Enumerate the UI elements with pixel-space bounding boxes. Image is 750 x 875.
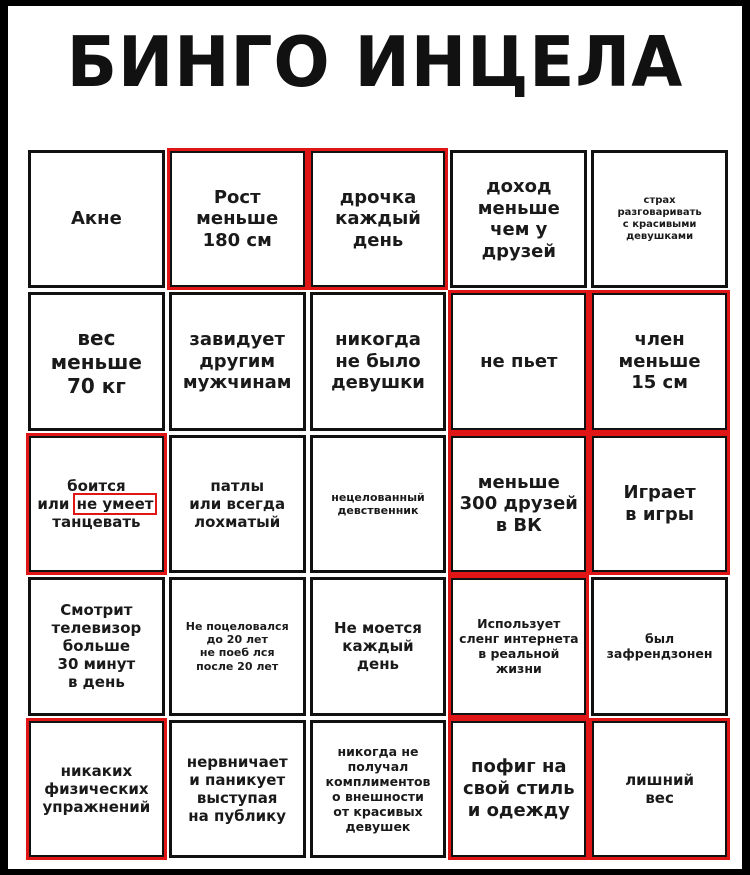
bingo-cell: [310, 292, 447, 430]
bingo-cell-label: дрочка каждый день: [335, 186, 421, 251]
bingo-cell: [450, 435, 587, 573]
bingo-cell: [169, 435, 306, 573]
bingo-cell: [591, 720, 728, 858]
bingo-cell: [169, 577, 306, 715]
bingo-cell: [591, 577, 728, 715]
bingo-cell: [591, 435, 728, 573]
bingo-cell: [591, 150, 728, 288]
bingo-cell: [28, 435, 165, 573]
bingo-cell-label: доход меньше чем у друзей: [477, 176, 560, 262]
bingo-cell: [310, 435, 447, 573]
bingo-cell-text: танцевать: [52, 512, 141, 531]
bingo-cell-text: боится или: [37, 476, 126, 513]
bingo-card: [8, 6, 742, 869]
bingo-cell: [450, 150, 587, 288]
bingo-cell-label: никогда не было девушки: [331, 329, 425, 394]
bingo-cell-label: меньше 300 друзей в ВК: [459, 471, 578, 536]
bingo-cell: [450, 577, 587, 715]
bingo-cell: [28, 577, 165, 715]
bingo-cell-label: патлы или всегда лохматый: [189, 476, 286, 531]
bingo-cell-label: [37, 477, 155, 531]
bingo-cell: [169, 150, 306, 288]
bingo-cell: [169, 720, 306, 858]
bingo-cell-label: Использует сленг интернета в реальной жизни: [459, 616, 579, 677]
bingo-cell-label: Акне: [71, 208, 122, 230]
bingo-cell: [169, 292, 306, 430]
highlighted-phrase: не умеет: [76, 494, 154, 513]
bingo-cell-label: Рост меньше 180 см: [196, 186, 279, 251]
bingo-cell: [310, 577, 447, 715]
bingo-cell: [28, 292, 165, 430]
bingo-cell-label: никаких физических упражнений: [42, 761, 151, 816]
bingo-grid: [28, 150, 728, 858]
bingo-cell-label: страх разговаривать с красивыми девушками: [617, 195, 702, 243]
bingo-cell-label: Не поцеловался до 20 лет не поеб лся после 20 лет: [185, 620, 289, 673]
bingo-cell: [28, 150, 165, 288]
bingo-cell: [591, 292, 728, 430]
bingo-cell-label: нецелованный девственник: [331, 490, 425, 517]
bingo-cell-label: не пьет: [480, 350, 558, 372]
bingo-cell-label: пофиг на свой стиль и одежду: [462, 756, 575, 821]
bingo-cell-label: вес меньше 70 кг: [50, 325, 142, 398]
bingo-cell-label: был зафрендзонен: [606, 631, 713, 662]
bingo-cell-label: член меньше 15 см: [618, 329, 701, 394]
bingo-cell-label: завидует другим мужчинам: [182, 329, 292, 394]
bingo-cell-label: нервничает и паникует выступая на публику: [186, 752, 288, 825]
bingo-cell: [310, 720, 447, 858]
bingo-cell: [310, 150, 447, 288]
bingo-cell: [450, 720, 587, 858]
bingo-cell-label: Играет в игры: [623, 482, 696, 525]
page-title: БИНГО ИНЦЕЛА: [66, 22, 684, 103]
bingo-cell-label: лишний вес: [625, 770, 694, 807]
bingo-cell-label: Смотрит телевизор больше 30 минут в день: [51, 601, 142, 692]
bingo-cell-label: никогда не получал комплиментов о внешности от красивых девушек: [325, 743, 431, 834]
bingo-cell: [28, 720, 165, 858]
bingo-cell-label: Не моется каждый день: [334, 619, 422, 674]
bingo-cell: [450, 292, 587, 430]
